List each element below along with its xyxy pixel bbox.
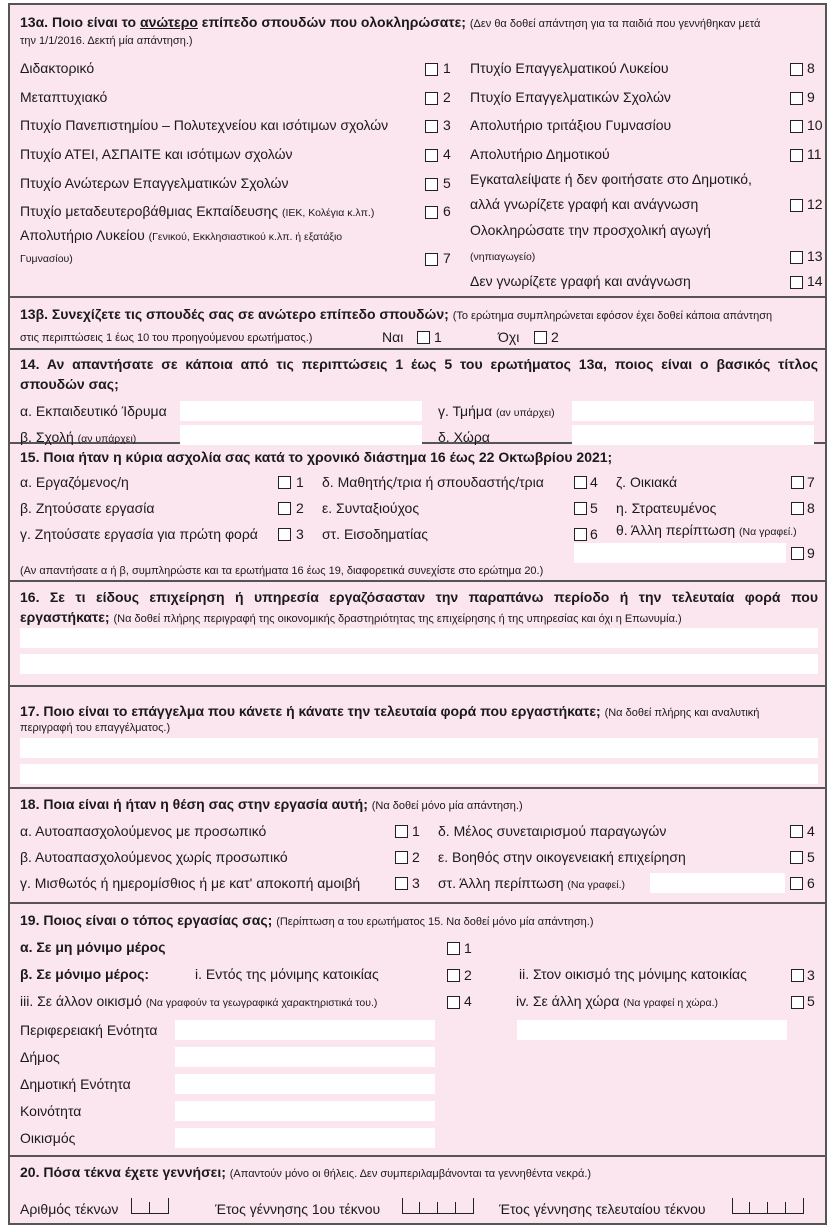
q13a-opt1-code: 1: [443, 60, 451, 76]
q19-a-code: 1: [464, 940, 472, 956]
q19-community-field[interactable]: [175, 1101, 435, 1121]
q13a-opt9-code: 9: [807, 89, 815, 105]
q18-a-code: 1: [412, 823, 420, 839]
q13a-opt11-code: 11: [807, 146, 822, 162]
q13a-opt2-code: 2: [443, 89, 451, 105]
q15-e-code: 5: [590, 500, 598, 516]
section-18: [10, 789, 825, 904]
q13a-opt5-checkbox[interactable]: [425, 178, 438, 191]
q14-country-label: δ. Χώρα: [438, 429, 490, 445]
q14-title-2: σπουδών σας;: [20, 376, 119, 392]
q13a-opt10-label: Απολυτήριο τριτάξιου Γυμνασίου: [470, 117, 672, 133]
q20-last-year-digits[interactable]: [732, 1198, 804, 1214]
q13a-opt4-code: 4: [443, 146, 451, 162]
q14-department-field[interactable]: [572, 401, 814, 421]
q20-heading: [20, 1164, 591, 1180]
q13a-opt10-code: 10: [807, 117, 823, 133]
q15-a-label: α. Εργαζόμενος/η: [20, 474, 129, 490]
q13a-opt6: [20, 203, 374, 219]
q13a-title-post: επίπεδο σπουδών που ολοκληρώσατε;: [197, 14, 466, 30]
q15-g-label: ζ. Οικιακά: [616, 474, 678, 490]
q14-department-note: (αν υπάρχει): [495, 407, 555, 419]
q13a-opt3-checkbox[interactable]: [425, 120, 438, 133]
section-20: [10, 1157, 825, 1223]
q15-f-checkbox[interactable]: [574, 528, 587, 541]
q19-community-label: Κοινότητα: [20, 1103, 82, 1119]
q18-f: [438, 875, 625, 891]
q16-field-1[interactable]: [20, 628, 818, 648]
q13a-opt11-checkbox[interactable]: [790, 149, 803, 162]
q13a-opt7-code: 7: [443, 250, 451, 266]
q13a-opt6-code: 6: [443, 203, 451, 219]
q13a-opt10-checkbox[interactable]: [790, 120, 803, 133]
q15-i-checkbox[interactable]: [791, 547, 804, 560]
q19-biii-code: 4: [464, 993, 472, 1009]
q20-title: 20. Πόσα τέκνα έχετε γεννήσει;: [20, 1164, 226, 1180]
q18-d-code: 4: [807, 823, 815, 839]
q13b-yes-label: Ναι: [382, 329, 404, 345]
q13a-opt8-code: 8: [807, 60, 815, 76]
q18-d-label: δ. Μέλος συνεταιρισμού παραγωγών: [438, 823, 667, 839]
q20-children-label: Αριθμός τέκνων: [20, 1201, 119, 1217]
q14-school: [20, 429, 136, 445]
q15-c-code: 3: [296, 526, 304, 542]
q15-h-code: 8: [807, 500, 815, 516]
q15-d-label: δ. Μαθητής/τρια ή σπουδαστής/τρια: [322, 474, 544, 490]
q13a-heading: [20, 14, 760, 30]
q13a-opt6-label: Πτυχίο μεταδευτεροβάθμιας Εκπαίδευσης: [20, 203, 279, 219]
q13a-opt7-note-2: Γυμνασίου): [20, 253, 73, 265]
q19-biv-checkbox[interactable]: [791, 996, 804, 1009]
q19-settlement-field[interactable]: [175, 1128, 435, 1148]
q13a-opt7-checkbox[interactable]: [425, 253, 438, 266]
q15-b-checkbox[interactable]: [278, 502, 291, 515]
q15-g-code: 7: [807, 474, 815, 490]
q13a-opt5-label: Πτυχίο Ανώτερων Επαγγελματικών Σχολών: [20, 175, 289, 191]
q13a-opt1-checkbox[interactable]: [425, 63, 438, 76]
q19-bii-code: 3: [807, 967, 815, 983]
q18-b-label: β. Αυτοαπασχολούμενος χωρίς προσωπικό: [20, 849, 288, 865]
q13a-opt1-label: Διδακτορικό: [20, 60, 95, 76]
q13a-opt14-code: 14: [807, 273, 823, 289]
q18-title: 18. Ποια είναι ή ήταν η θέση σας στην εργασία αυτή;: [20, 796, 368, 812]
q13a-title-pre: Ποιο είναι το: [51, 14, 140, 30]
q13a-opt2-checkbox[interactable]: [425, 92, 438, 105]
q13a-opt6-note: (ΙΕΚ, Κολέγια κ.λπ.): [281, 207, 375, 219]
q13a-opt8-checkbox[interactable]: [790, 63, 803, 76]
q15-h-label: η. Στρατευμένος: [616, 500, 717, 516]
q19-bi-code: 2: [464, 967, 472, 983]
q19-biv: [516, 993, 718, 1009]
q15-e-checkbox[interactable]: [574, 502, 587, 515]
q18-b-code: 2: [412, 849, 420, 865]
q13b-title: 13β. Συνεχίζετε τις σπουδές σας σε ανώτερο επίπεδο σπουδών;: [20, 306, 449, 322]
q18-note: (Να δοθεί μόνο μία απάντηση.): [371, 800, 523, 812]
q15-b-code: 2: [296, 500, 304, 516]
q13a-opt6-checkbox[interactable]: [425, 206, 438, 219]
q15-f-label: στ. Εισοδηματίας: [322, 526, 429, 542]
q13a-title-underlined: ανώτερο: [139, 14, 198, 30]
q18-b-checkbox[interactable]: [395, 851, 408, 864]
q13a-opt14-label: Δεν γνωρίζετε γραφή και ανάγνωση: [470, 273, 691, 289]
q13a-number: 13α.: [20, 14, 49, 30]
section-15: [10, 444, 825, 582]
q13a-opt12-checkbox[interactable]: [790, 199, 803, 212]
q20-first-year-digits[interactable]: [402, 1198, 474, 1214]
q14-country-field[interactable]: [572, 425, 814, 445]
q19-municipal-unit-field[interactable]: [175, 1074, 435, 1094]
q18-e-code: 5: [807, 849, 815, 865]
q19-municipality-label: Δήμος: [20, 1049, 60, 1065]
q18-c-checkbox[interactable]: [395, 877, 408, 890]
q19-heading: [20, 912, 594, 928]
q13b-note-2: στις περιπτώσεις 1 έως 10 του προηγούμενου ερωτήματος.): [20, 332, 313, 344]
q20-last-year-label: Έτος γέννησης τελευταίου τέκνου: [499, 1201, 706, 1217]
q13b-no-checkbox[interactable]: [534, 331, 547, 344]
q18-f-code: 6: [807, 875, 815, 891]
q16-title: 16. Σε τι είδους επιχείρηση ή υπηρεσία εργαζόσασταν την παραπάνω περίοδο ή την τελευταία φορά που: [20, 589, 818, 605]
q19-title: 19. Ποιος είναι ο τόπος εργασίας σας;: [20, 912, 273, 928]
q19-note: (Περίπτωση α του ερωτήματος 15. Να δοθεί μόνο μία απάντηση.): [276, 916, 594, 928]
q19-biii-checkbox[interactable]: [447, 996, 460, 1009]
q19-a-checkbox[interactable]: [447, 942, 460, 955]
q15-a-code: 1: [296, 474, 304, 490]
q15-title: 15. Ποια ήταν η κύρια ασχολία σας κατά το χρονικό διάστημα 16 έως 22 Οκτωβρίου 2021;: [20, 449, 613, 465]
q19-bi-checkbox[interactable]: [447, 969, 460, 982]
q15-i-label: θ. Άλλη περίπτωση: [616, 522, 736, 538]
q14-title: 14. Αν απαντήσατε σε κάποια από τις περιπτώσεις 1 έως 5 του ερωτήματος 13α, ποιος είναι ο βασικός τίτλος: [20, 356, 818, 372]
q13b-note: (Το ερώτημα συμπληρώνεται εφόσον έχει δοθεί κάποια απάντηση: [452, 310, 773, 322]
q19-biv-note: (Να γραφεί η χώρα.): [623, 997, 719, 1009]
q16-field-2[interactable]: [20, 654, 818, 674]
q15-d-code: 4: [590, 474, 598, 490]
q13a-opt12-code: 12: [807, 196, 823, 212]
q19-bi-label: i. Εντός της μόνιμης κατοικίας: [195, 966, 379, 982]
q14-department: [438, 403, 555, 419]
q14-institution-field[interactable]: [180, 401, 422, 421]
q17-field-2[interactable]: [20, 764, 818, 784]
q15-g-checkbox[interactable]: [791, 476, 804, 489]
q18-d-checkbox[interactable]: [790, 825, 803, 838]
section-14: [10, 350, 825, 444]
section-13a: [10, 5, 825, 298]
q20-note: (Απαντούν μόνο οι θήλεις. Δεν συμπεριλαμβάνονται τα γεννηθέντα νεκρά.): [229, 1168, 592, 1180]
q17-field-1[interactable]: [20, 738, 818, 758]
q13a-opt7-label: Απολυτήριο Λυκείου: [20, 227, 145, 243]
q15-b-label: β. Ζητούσατε εργασία: [20, 500, 155, 516]
q14-school-note: (αν υπάρχει): [77, 433, 137, 445]
q18-a-checkbox[interactable]: [395, 825, 408, 838]
q13a-opt12-label-2: αλλά γνωρίζετε γραφή και ανάγνωση: [470, 196, 699, 212]
q18-f-label: στ. Άλλη περίπτωση: [438, 875, 564, 891]
q13a-opt9-checkbox[interactable]: [790, 92, 803, 105]
q15-i: [616, 522, 797, 538]
q13a-opt3-code: 3: [443, 117, 451, 133]
section-19: [10, 904, 825, 1157]
q19-biv-label: iv. Σε άλλη χώρα: [516, 993, 620, 1009]
q18-a-label: α. Αυτοαπασχολούμενος με προσωπικό: [20, 823, 267, 839]
q13a-opt14-checkbox[interactable]: [790, 276, 803, 289]
q15-footer-note: (Αν απαντήσατε α ή β, συμπληρώστε και τα ερωτήματα 16 έως 19, διαφορετικά συνεχίστε στο ερώτημα 20.): [20, 565, 544, 577]
q18-f-checkbox[interactable]: [790, 877, 803, 890]
q13a-opt3-label: Πτυχίο Πανεπιστημίου – Πολυτεχνείου και ισότιμων σχολών: [20, 117, 389, 133]
q14-school-field[interactable]: [180, 425, 422, 445]
q13a-opt8-label: Πτυχίο Επαγγελματικού Λυκείου: [470, 60, 669, 76]
q19-biv-code: 5: [807, 993, 815, 1009]
q13a-opt13-label: Ολοκληρώσατε την προσχολική αγωγή: [470, 222, 711, 238]
q16-note: (Να δοθεί πλήρης περιγραφή της οικονομικής δραστηριότητας της επιχείρησης ή της υπηρεσίας και όχι η Επωνυμία.): [113, 613, 682, 625]
q19-biii-note: (Να γραφούν τα γεωγραφικά χαρακτηριστικά του.): [145, 997, 378, 1009]
q19-municipal-unit-label: Δημοτική Ενότητα: [20, 1076, 131, 1092]
q19-biii-label: iii. Σε άλλον οικισμό: [20, 993, 142, 1009]
q13b-yes-code: 1: [434, 329, 442, 345]
q13a-opt5-code: 5: [443, 175, 451, 191]
q13a-opt7: [20, 227, 342, 243]
q13b-yes-checkbox[interactable]: [417, 331, 430, 344]
section-17: [10, 687, 825, 789]
q19-biii: [20, 993, 377, 1009]
q15-i-field[interactable]: [574, 543, 786, 563]
q18-heading: [20, 796, 523, 812]
q18-e-checkbox[interactable]: [790, 851, 803, 864]
q13a-note: (Δεν θα δοθεί απάντηση για τα παιδιά που γεννήθηκαν μετά: [469, 18, 761, 30]
q19-region-label: Περιφερειακή Ενότητα: [20, 1022, 158, 1038]
q19-region-field[interactable]: [175, 1020, 435, 1040]
q20-first-year-label: Έτος γέννησης 1ου τέκνου: [215, 1201, 381, 1217]
q19-country-field[interactable]: [517, 1020, 787, 1040]
q14-department-label: γ. Τμήμα: [438, 403, 493, 419]
q14-school-label: β. Σχολή: [20, 429, 74, 445]
q13a-opt2-label: Μεταπτυχιακό: [20, 89, 108, 105]
q14-institution-label: α. Εκπαιδευτικό Ίδρυμα: [20, 403, 167, 419]
q15-c-checkbox[interactable]: [278, 528, 291, 541]
q16-title-2: εργαστήκατε;: [20, 609, 110, 625]
q20-children-digits[interactable]: [131, 1198, 169, 1214]
q15-c-label: γ. Ζητούσατε εργασία για πρώτη φορά: [20, 526, 258, 542]
q18-e-label: ε. Βοηθός στην οικογενειακή επιχείρηση: [438, 849, 686, 865]
q13b-heading: [20, 306, 772, 322]
q15-a-checkbox[interactable]: [278, 476, 291, 489]
census-form: [8, 3, 827, 1225]
q19-municipality-field[interactable]: [175, 1047, 435, 1067]
q13a-opt4-label: Πτυχίο ΑΤΕΙ, ΑΣΠΑΙΤΕ και ισότιμων σχολών: [20, 146, 293, 162]
q13a-opt9-label: Πτυχίο Επαγγελματικών Σχολών: [470, 89, 671, 105]
q13a-opt13-code: 13: [807, 248, 823, 264]
q15-e-label: ε. Συνταξιούχος: [322, 500, 420, 516]
q19-bii-label: ii. Στον οικισμό της μόνιμης κατοικίας: [519, 966, 747, 982]
q18-f-field[interactable]: [650, 873, 785, 893]
q18-f-note: (Να γραφεί.): [567, 879, 626, 891]
q13a-opt12-label: Εγκαταλείψατε ή δεν φοιτήσατε στο Δημοτικό,: [470, 171, 752, 187]
q19-b-label: β. Σε μόνιμο μέρος:: [20, 966, 150, 982]
q15-i-note: (Να γραφεί.): [739, 526, 797, 538]
q18-c-label: γ. Μισθωτός ή ημερομίσθιος ή με κατ' αποκοπή αμοιβή: [20, 875, 361, 891]
q18-c-code: 3: [412, 875, 420, 891]
q15-d-checkbox[interactable]: [574, 476, 587, 489]
q13b-no-code: 2: [551, 329, 559, 345]
q13a-opt13-checkbox[interactable]: [790, 251, 803, 264]
q13a-opt11-label: Απολυτήριο Δημοτικού: [470, 146, 610, 162]
q13a-opt4-checkbox[interactable]: [425, 149, 438, 162]
q15-f-code: 6: [590, 526, 598, 542]
q13b-no-label: Όχι: [498, 329, 520, 345]
q17-title: 17. Ποιο είναι το επάγγελμα που κάνετε ή κάνατε την τελευταία φορά που εργαστήκατε;: [20, 703, 601, 719]
q13a-note-2: την 1/1/2016. Δεκτή μία απάντηση.): [20, 35, 193, 47]
section-16: [10, 582, 825, 687]
q19-bii-checkbox[interactable]: [791, 969, 804, 982]
q13a-opt13-note: (νηπιαγωγείο): [470, 251, 536, 263]
q15-h-checkbox[interactable]: [791, 502, 804, 515]
q19-settlement-label: Οικισμός: [20, 1130, 76, 1146]
q17-note-2: περιγραφή του επαγγέλματος.): [20, 722, 171, 734]
q16-heading-2: [20, 609, 682, 625]
q15-i-code: 9: [807, 545, 815, 561]
q13a-opt7-note: (Γενικού, Εκκλησιαστικού κ.λπ. ή εξατάξιο: [148, 231, 343, 243]
q17-heading: [20, 703, 759, 719]
section-13b: [10, 298, 825, 350]
q17-note: (Να δοθεί πλήρης και αναλυτική: [604, 707, 760, 719]
q19-a-label: α. Σε μη μόνιμο μέρος: [20, 939, 166, 955]
